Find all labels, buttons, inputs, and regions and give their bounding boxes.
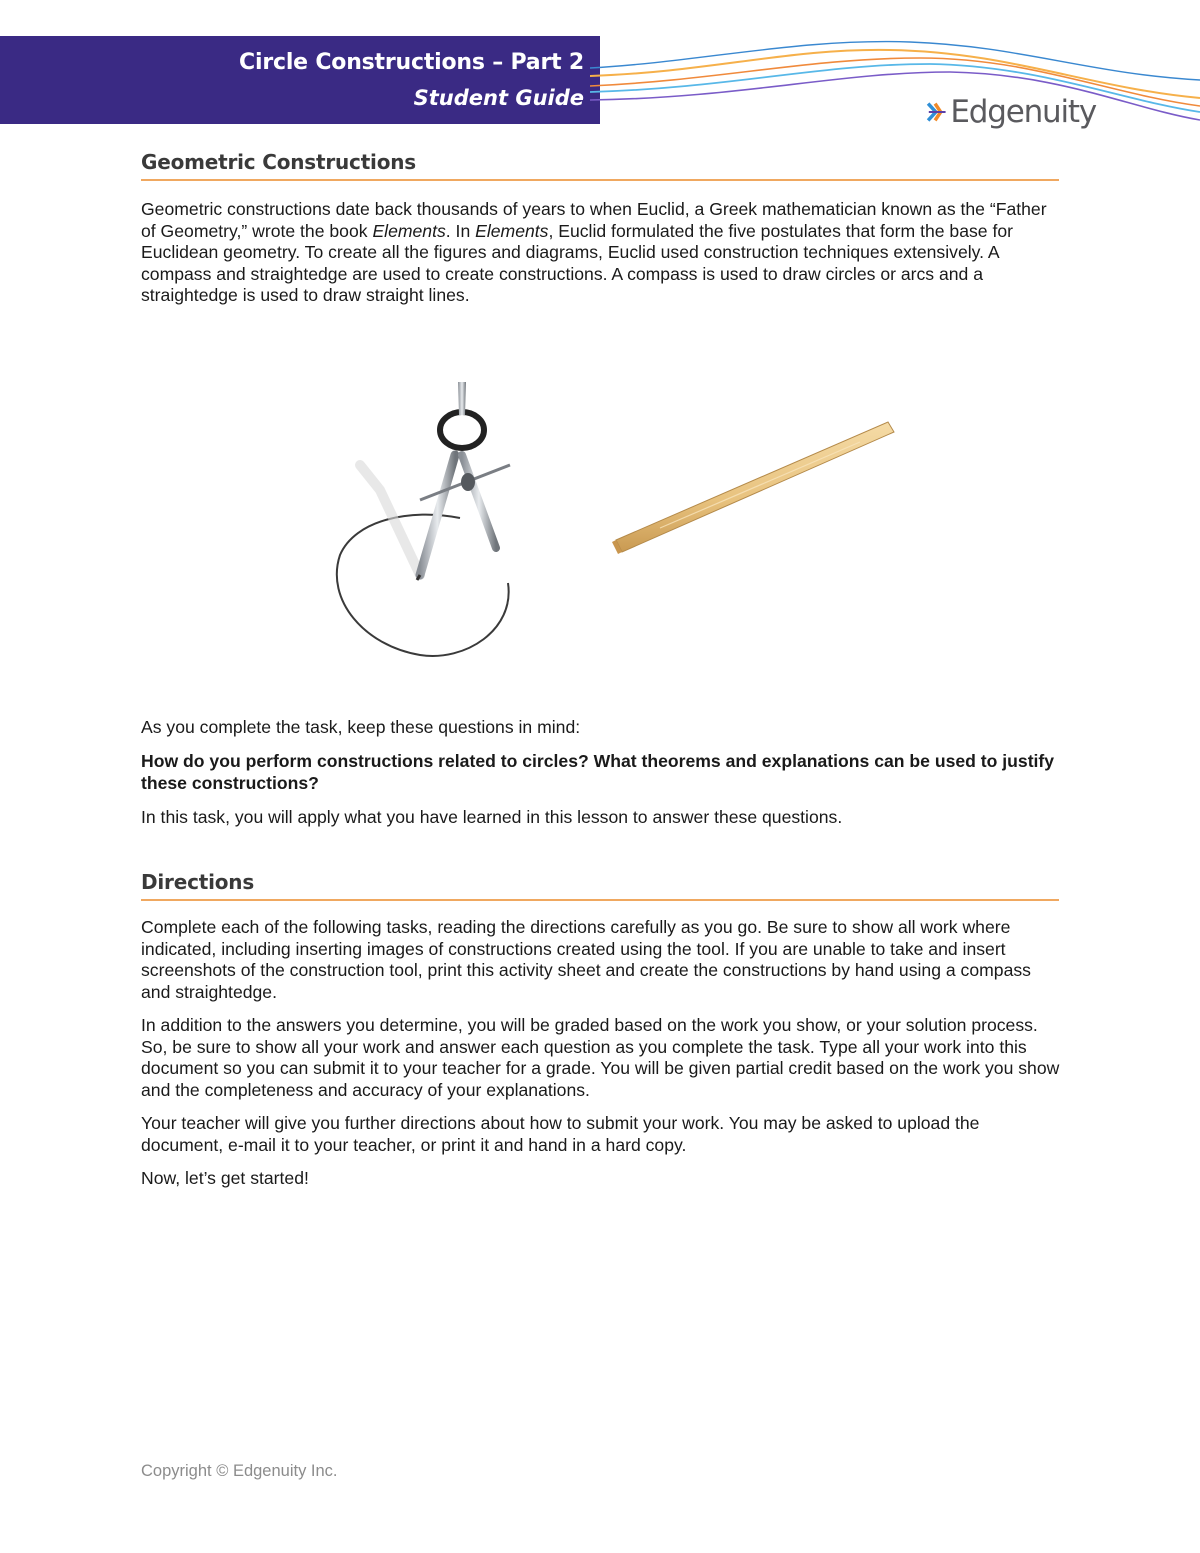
document-subtitle: Student Guide	[413, 86, 584, 110]
straightedge-icon	[612, 422, 894, 554]
compass-and-straightedge-illustration	[320, 370, 920, 670]
edgenuity-logo	[926, 90, 1096, 134]
document-title: Circle Constructions – Part 2	[239, 50, 584, 75]
questions-lead: As you complete the task, keep these questions in mind:	[141, 717, 581, 737]
directions-paragraph: Now, let’s get started!	[141, 1168, 309, 1188]
essential-questions: How do you perform constructions related to circles? What theorems and explanations can be used to justify these constructions?	[141, 751, 1055, 793]
compass-icon	[337, 382, 510, 656]
header-band	[0, 36, 600, 124]
directions-paragraph: In addition to the answers you determine, you will be graded based on the work you show, or your solution process. So, be sure to show all your work and answer each question as you complete the task. Type all your work into this document so you can submit it to your teacher for a grade. You will be given partial credit based on the work you show and the completeness and accuracy of your explanations.	[141, 1015, 1060, 1100]
copyright-footer: Copyright © Edgenuity Inc.	[141, 1462, 338, 1480]
section-heading-directions: Directions	[141, 870, 1059, 901]
book-title: Elements	[475, 220, 549, 241]
book-title: Elements	[372, 220, 446, 241]
section-heading-geometric-constructions: Geometric Constructions	[141, 150, 1059, 181]
directions-paragraph: Complete each of the following tasks, reading the directions carefully as you go. Be sure to show all work where indicated, including inserting images of constructions created using the tool. If you are unable to take and insert screenshots of the construction tool, print this activity sheet and create the constructions by hand using a compass and straightedge.	[141, 917, 1031, 1002]
decorative-waves	[590, 28, 1200, 128]
directions-paragraph: Your teacher will give you further directions about how to submit your work. You may be asked to upload the document, e-mail it to your teacher, or print it and hand in a hard copy.	[141, 1113, 980, 1155]
intro-paragraph: Geometric constructions date back thousands of years to when Euclid, a Greek mathematician known as the “Father of Geometry,” wrote the book Elements. In Elements, Euclid formulated the five postulates that form the base for Euclidean geometry. To create all the figures and diagrams, Euclid used construction techniques extensively. A compass and straightedge are used to create constructions. A compass is used to draw circles or arcs and a straightedge is used to draw straight lines.	[141, 199, 1047, 305]
edgenuity-x-icon	[926, 96, 948, 128]
edgenuity-wordmark: Edgenuity	[950, 94, 1096, 130]
apply-statement: In this task, you will apply what you have learned in this lesson to answer these questions.	[141, 807, 843, 827]
